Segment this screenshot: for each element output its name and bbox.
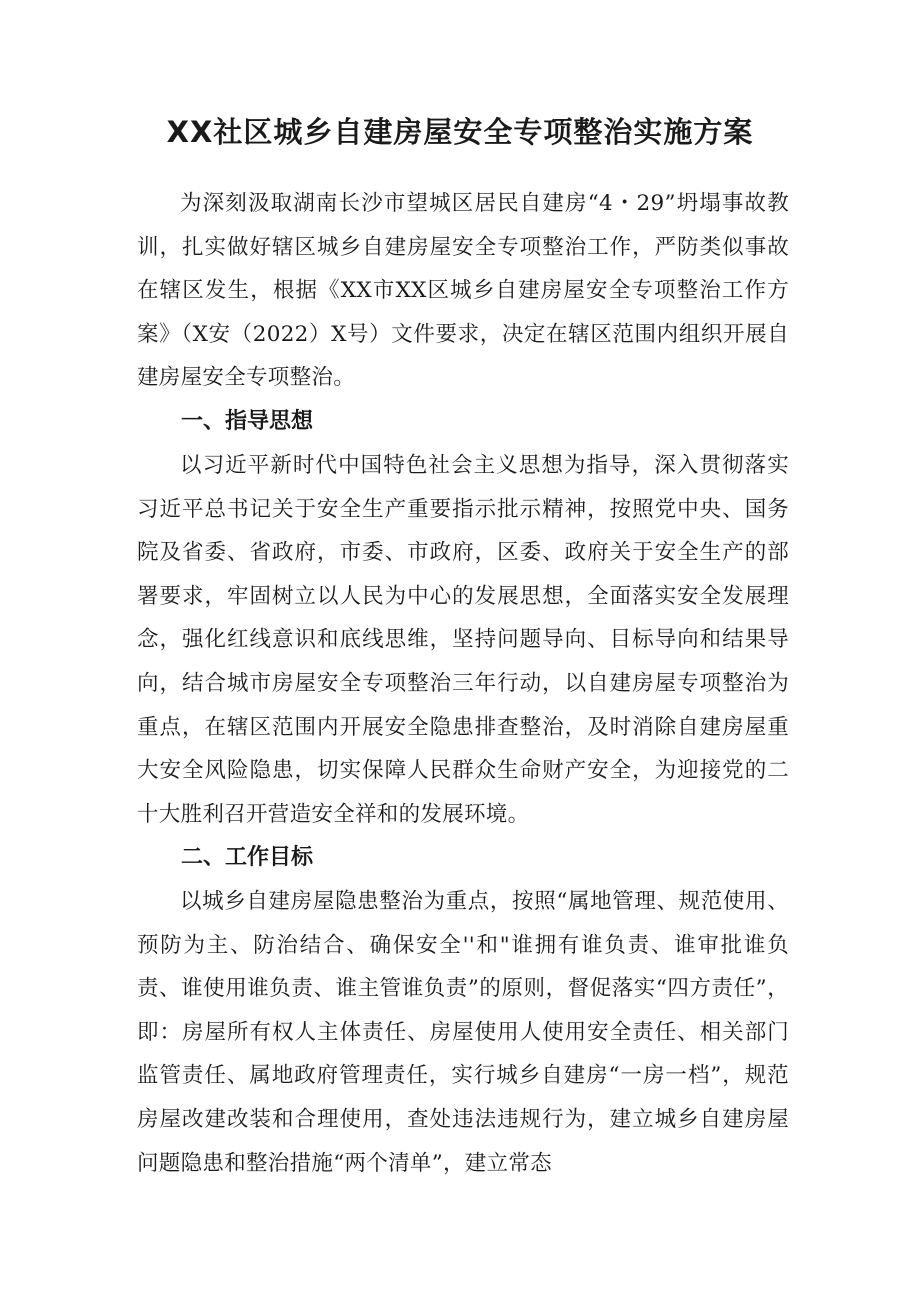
section-heading-guiding-ideology: 一、指导思想 bbox=[181, 409, 314, 434]
work-goals-paragraph: 以城乡自建房屋隐患整治为重点，按照“属地管理、规范使用、预防为主、防治结合、确保安全''和"谁拥有谁负责、谁审批谁负责、谁使用谁负责、谁主管谁负责”的原则，督促落实“四方责任”，即：房屋所有权人主体责任、房屋使用人使用安全责任、相关部门监管责任、属地政府管理责任，实行城乡自建房“一房一档”，规范房屋改建改装和合理使用，查处违法违规行为，建立城乡自建房屋问题隐患和整治措施“两个清单”，建立常态 bbox=[137, 889, 789, 1176]
document-title: XX社区城乡自建房屋安全专项整治实施方案 bbox=[166, 115, 754, 149]
intro-paragraph: 为深刻汲取湖南长沙市望城区居民自建房“4・29”坍塌事故教训，扎实做好辖区城乡自建房屋安全专项整治工作，严防类似事故在辖区发生，根据《XX市XX区城乡自建房屋安全专项整治工作方案》（X安（2022）X号）文件要求，决定在辖区范围内组织开展自建房屋安全专项整治。 bbox=[137, 191, 789, 391]
section-heading-work-goals: 二、工作目标 bbox=[181, 845, 314, 870]
guiding-ideology-paragraph: 以习近平新时代中国特色社会主义思想为指导，深入贯彻落实习近平总书记关于安全生产重要指示批示精神，按照党中央、国务院及省委、省政府，市委、市政府，区委、政府关于安全生产的部署要求，牢固树立以人民为中心的发展思想，全面落实安全发展理念，强化红线意识和底线思维，坚持问题导向、目标导向和结果导向，结合城市房屋安全专项整治三年行动，以自建房屋专项整治为重点，在辖区范围内开展安全隐患排查整治，及时消除自建房屋重大安全风险隐患，切实保障人民群众生命财产安全，为迎接党的二十大胜利召开营造安全祥和的发展环境。 bbox=[137, 453, 789, 827]
